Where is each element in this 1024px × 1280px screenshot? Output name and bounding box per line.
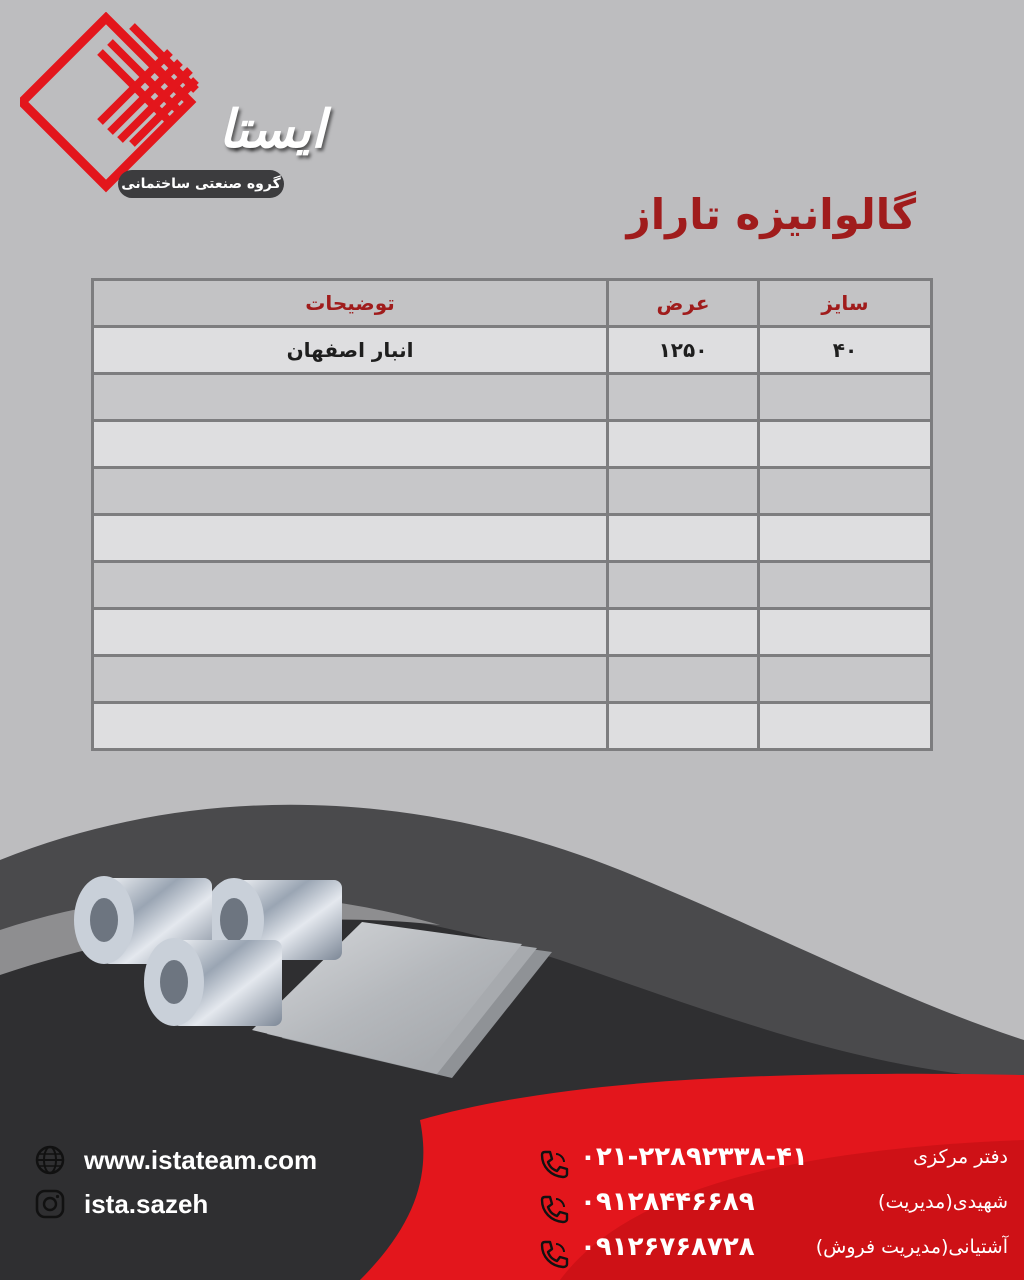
cell-description (93, 468, 608, 515)
cell-description (93, 562, 608, 609)
table-row (93, 515, 932, 562)
cell-description (93, 515, 608, 562)
phone-icon (538, 1238, 570, 1270)
table-row (93, 656, 932, 703)
contact-links (34, 1138, 317, 1226)
phone-number: ۰۹۱۲۸۴۴۶۶۸۹ (580, 1187, 755, 1217)
globe-icon (34, 1144, 66, 1176)
table-row (93, 374, 932, 421)
cell-size (759, 703, 932, 750)
cell-width (608, 656, 759, 703)
instagram-text: ista.sazeh (84, 1188, 209, 1219)
phone-icon (538, 1193, 570, 1225)
cell-width (608, 609, 759, 656)
cell-size (759, 468, 932, 515)
cell-description: انبار اصفهان (93, 327, 608, 374)
phone-list (538, 1142, 1008, 1277)
table-row (93, 421, 932, 468)
cell-width (608, 421, 759, 468)
instagram-link[interactable] (34, 1182, 317, 1226)
page-title: گالوانیزه تاراز (626, 190, 916, 239)
cell-size (759, 421, 932, 468)
phone-row[interactable] (538, 1232, 1008, 1277)
phone-icon (538, 1148, 570, 1180)
website-link[interactable] (34, 1138, 317, 1182)
cell-size (759, 656, 932, 703)
brand-tagline: گروه صنعتی ساختمانی (118, 170, 284, 198)
brand-name: ایستا (218, 100, 326, 160)
phone-row[interactable] (538, 1187, 1008, 1232)
cell-width (608, 468, 759, 515)
phone-label: دفتر مرکزی (913, 1146, 1008, 1168)
cell-size (759, 562, 932, 609)
product-image (72, 860, 562, 1080)
cell-width: ۱۲۵۰ (608, 327, 759, 374)
phone-label: آشتیانی(مدیریت فروش) (815, 1236, 1008, 1258)
cell-description (93, 703, 608, 750)
cell-description (93, 421, 608, 468)
table-row (93, 703, 932, 750)
cell-width (608, 374, 759, 421)
cell-description (93, 609, 608, 656)
spec-table (91, 278, 933, 751)
instagram-icon (34, 1188, 66, 1220)
cell-size (759, 609, 932, 656)
table-row (93, 562, 932, 609)
phone-row[interactable] (538, 1142, 1008, 1187)
cell-size (759, 515, 932, 562)
cell-width (608, 515, 759, 562)
website-text: www.istateam.com (84, 1144, 318, 1175)
table-row (93, 609, 932, 656)
phone-number: ۰۹۱۲۶۷۶۸۷۲۸ (580, 1232, 755, 1262)
header-size: سایز (759, 280, 932, 327)
table-header-row (93, 280, 932, 327)
header-description: توضیحات (93, 280, 608, 327)
phone-number: ۰۲۱-۲۲۸۹۲۳۳۸-۴۱ (580, 1142, 808, 1172)
cell-width (608, 562, 759, 609)
cell-size: ۴۰ (759, 327, 932, 374)
cell-size (759, 374, 932, 421)
phone-label: شهیدی(مدیریت) (878, 1191, 1008, 1213)
table-row (93, 327, 932, 374)
cell-width (608, 703, 759, 750)
cell-description (93, 656, 608, 703)
table-row (93, 468, 932, 515)
cell-description (93, 374, 608, 421)
coil (144, 938, 282, 1026)
header-width: عرض (608, 280, 759, 327)
